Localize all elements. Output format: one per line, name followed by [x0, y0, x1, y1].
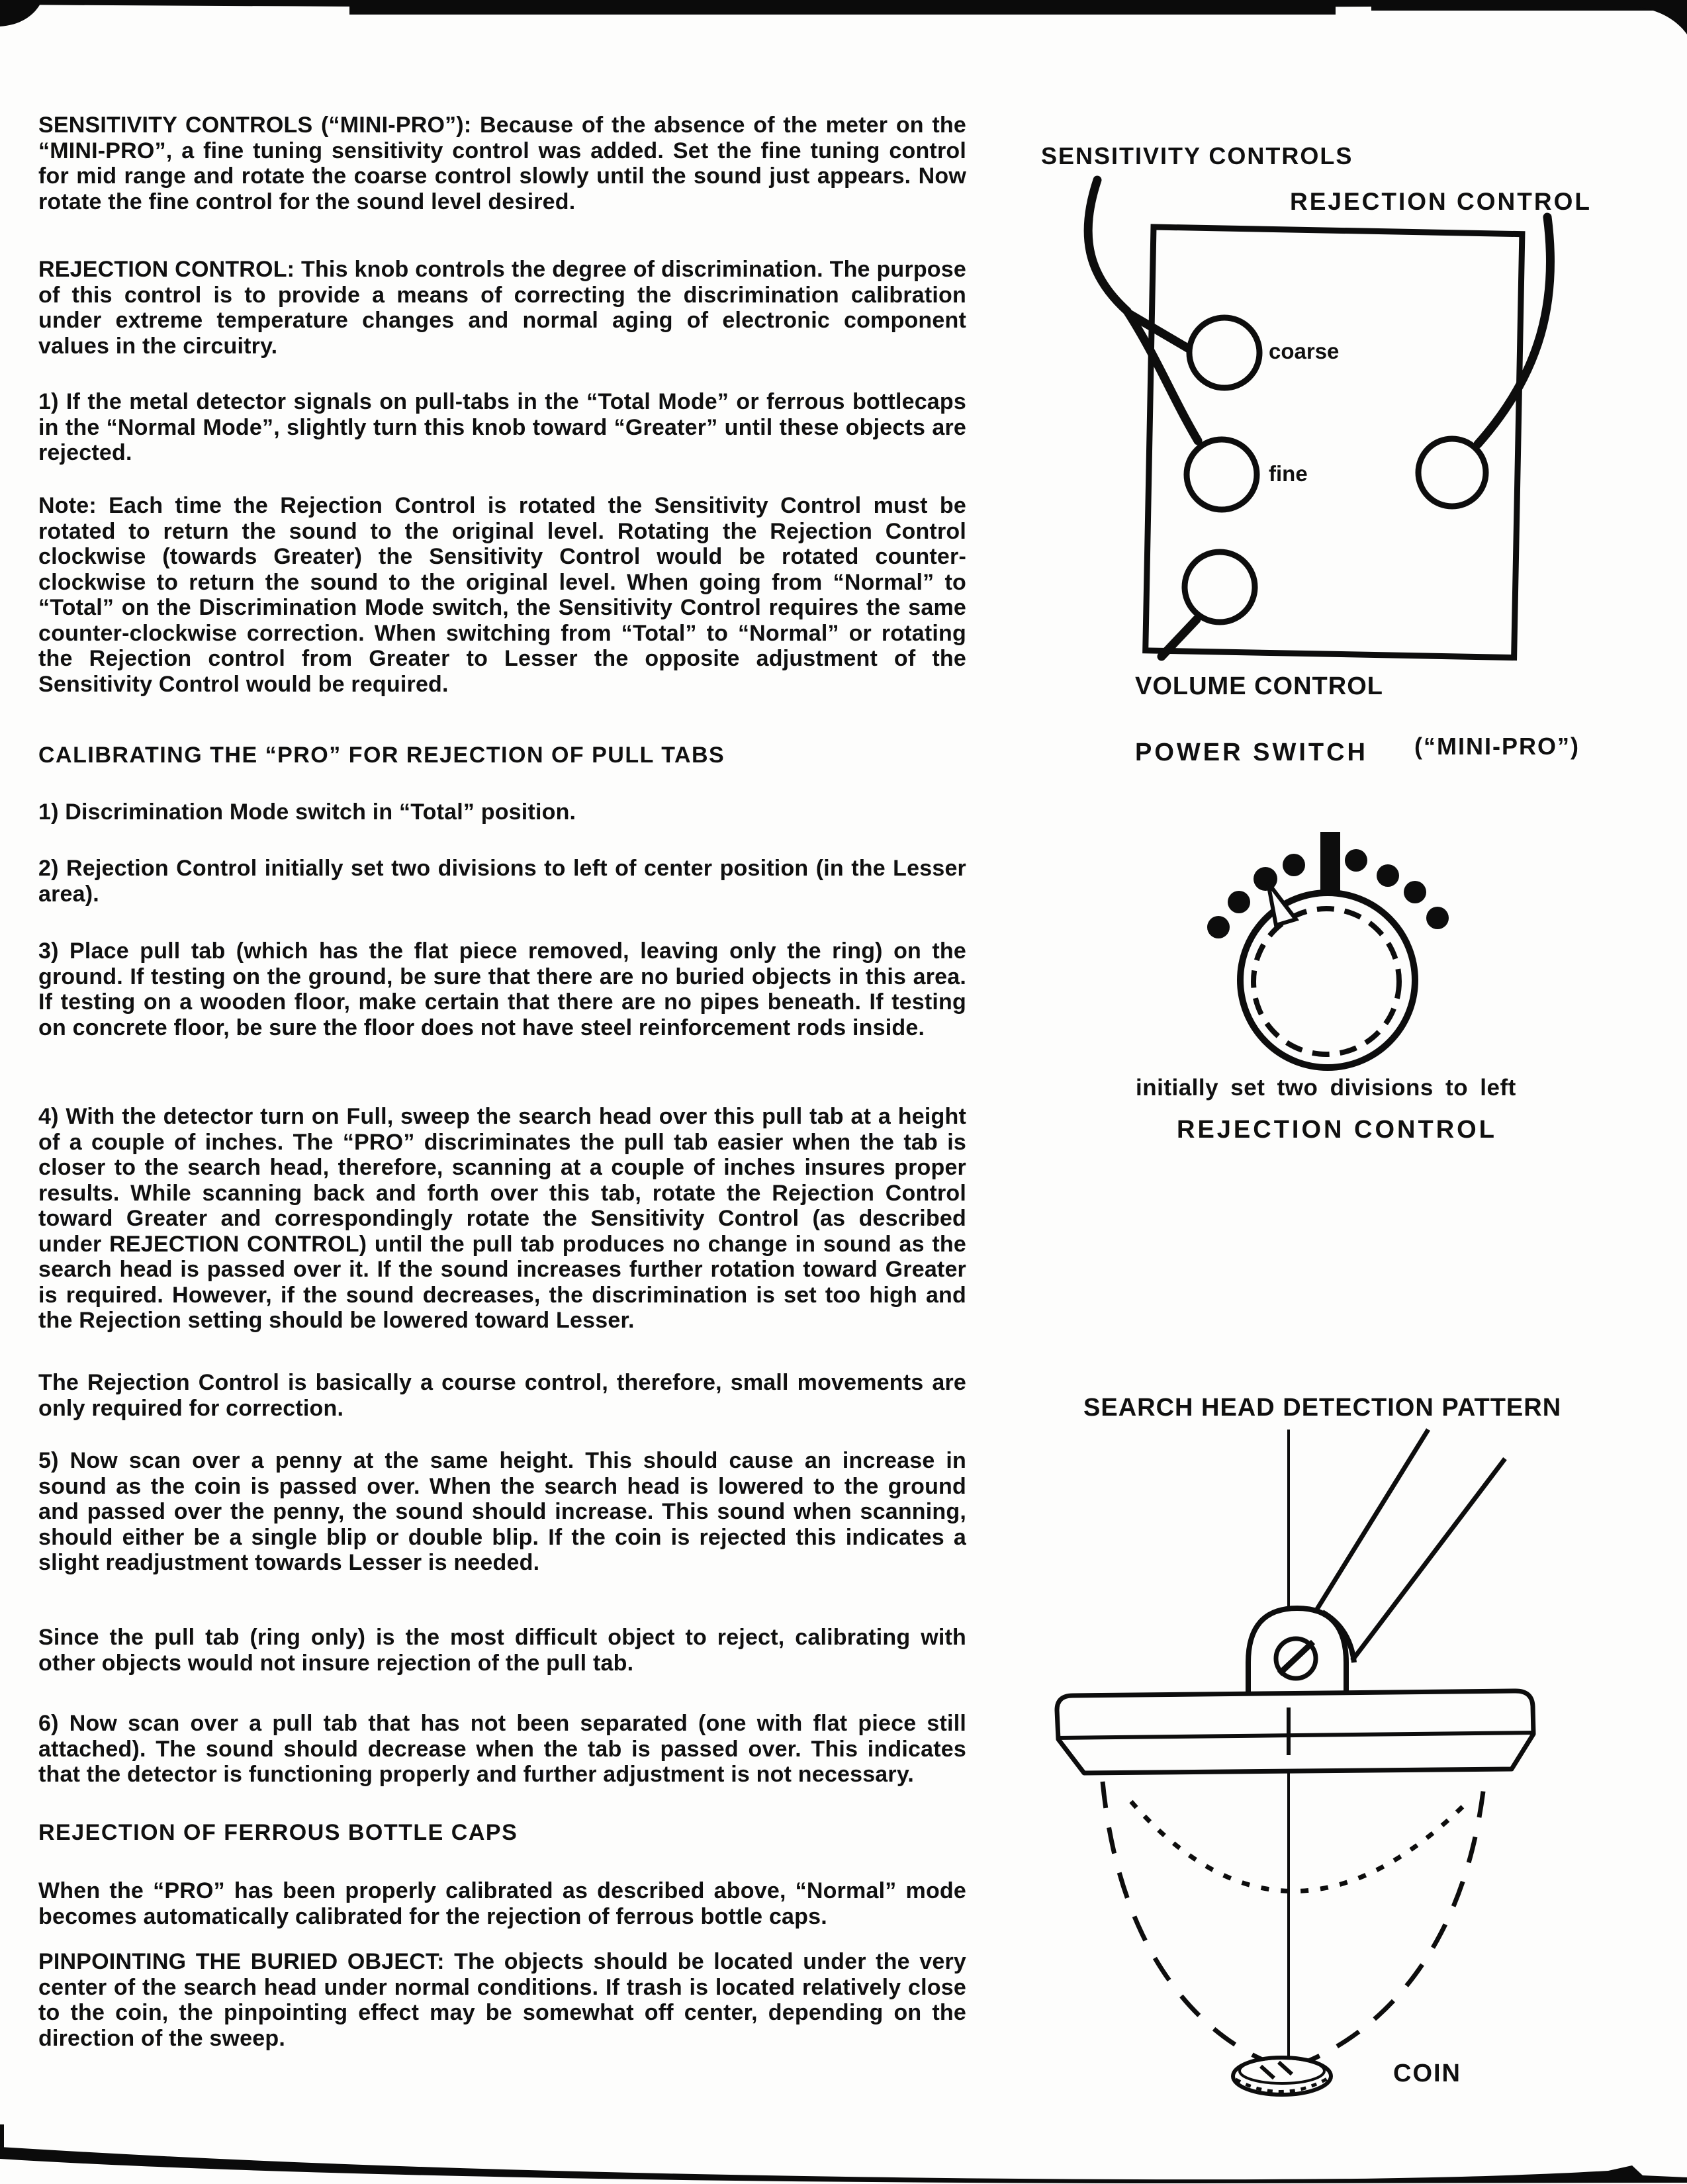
page-bottom-edge: [0, 2124, 1687, 2183]
search-head-diagram: [1057, 1430, 1533, 2095]
volume-knob: [1185, 552, 1255, 622]
detection-pattern-outer: [1103, 1780, 1484, 2069]
paragraph-step-3: 3) Place pull tab (which has the flat piece removed, leaving only the ring) on the ground. If testing on the ground, be sure that there are no buried objects in this area. If testing on a wooden floor, make certain that there are no pipes beneath. If testing on concrete floor, be sure the floor does not have steel reinforcement rods inside.: [38, 938, 966, 1040]
dial-knob: [1240, 893, 1415, 1068]
label-volume-control: VOLUME CONTROL: [1135, 672, 1383, 700]
label-sensitivity-controls: SENSITIVITY CONTROLS: [1041, 142, 1353, 169]
dial-dot: [1207, 916, 1230, 938]
paragraph-note: Note: Each time the Rejection Control is rotated the Sensitivity Control must be rotated to return the sound to the original level. Rotating the Rejection Control clockwise (towards Greater) the Sensitivity Control would be rotated counter-clockwise to return the sound to the original level. When going from “Normal” to “Total” on the Discrimination Mode switch, the Sensitivity Control requires the same counter-clockwise correction. When switching from “Total” to “Normal” or rotating the Rejection control from Greater to Lesser the opposite adjustment of the Sensitivity Control would be required.: [38, 493, 966, 697]
page-top-edge: [0, 0, 1687, 34]
paragraph-rejection-control: REJECTION CONTROL: This knob controls the degree of discrimination. The purpose of this control is to provide a means of correcting the discrimination calibration under extreme temperature changes and normal aging of electronic component values in the circuitry.: [38, 257, 966, 359]
fine-knob: [1187, 439, 1257, 510]
paragraph-course-control: The Rejection Control is basically a course control, therefore, small movements are only required for correction.: [38, 1370, 966, 1421]
control-panel-diagram: [1088, 180, 1550, 658]
paragraph-pinpointing: PINPOINTING THE BURIED OBJECT: The objects should be located under the very center of the search head under normal conditions. If trash is located relatively close to the coin, the pinpointing effect may be somewhat off center, depending on the direction of the sweep.: [38, 1949, 966, 2051]
label-detection-pattern-title: SEARCH HEAD DETECTION PATTERN: [1083, 1394, 1562, 1422]
heading-calibrating-pull-tabs: CALIBRATING THE “PRO” FOR REJECTION OF PULL TABS: [38, 743, 725, 768]
label-coin: COIN: [1393, 2060, 1461, 2087]
dial-dot: [1283, 854, 1305, 876]
rejection-dial-diagram: [1207, 832, 1449, 1068]
dial-dot: [1404, 881, 1426, 903]
coin-illustration: [1233, 2058, 1331, 2095]
label-coarse-knob: coarse: [1269, 339, 1340, 363]
dial-center-mark: [1320, 832, 1340, 895]
paragraph-step-5: 5) Now scan over a penny at the same height. This should cause an increase in sound as the coin is passed over. When the search head is lowered to the ground and passed over the penny, the sound should increase. This sound when scanning, should either be a single blip or double blip. If the coin is rejected this indicates a slight readjustment towards Lesser is needed.: [38, 1448, 966, 1575]
paragraph-sensitivity-controls: SENSITIVITY CONTROLS (“MINI-PRO”): Because of the absence of the meter on the “MINI-PRO”, a fine tuning sensitivity control was added. Set the fine tuning control for mid range and rotate the coarse control slowly until the sound just appears. Now rotate the fine control for the sound level desired.: [38, 113, 966, 214]
dial-dot: [1377, 864, 1399, 887]
dial-dot: [1345, 849, 1367, 872]
dial-dot: [1228, 891, 1250, 913]
shaft-line: [1352, 1459, 1505, 1661]
paragraph-normal-mode: When the “PRO” has been properly calibrated as described above, “Normal” mode becomes automatically calibrated for the rejection of ferrous bottle caps.: [38, 1878, 966, 1929]
paragraph-step-6: 6) Now scan over a pull tab that has not been separated (one with flat piece still attached). The sound should decrease when the tab is passed over. This indicates that the detector is functioning properly and further adjustment is not necessary.: [38, 1711, 966, 1787]
label-fine-knob: fine: [1269, 461, 1308, 486]
heading-ferrous-bottle-caps: REJECTION OF FERROUS BOTTLE CAPS: [38, 1820, 518, 1845]
paragraph-since-pull-tab: Since the pull tab (ring only) is the most difficult object to reject, calibrating with other objects would not insure rejection of the pull tab.: [38, 1625, 966, 1676]
paragraph-step-4: 4) With the detector turn on Full, sweep the search head over this pull tab at a height of a couple of inches. The “PRO” discriminates the pull tab easier when the tab is closer to the search head, therefore, scanning at a couple of inches insures proper results. While scanning back and forth over this tab, rotate the Rejection Control toward Greater and correspondingly rotate the Sensitivity Control (as described under REJECTION CONTROL) until the pull tab produces no change in sound as the search head is passed over it. If the sound increases further rotation toward Greater is required. However, if the sound decreases, the discrimination is set too high and the Rejection setting should be lowered toward Lesser.: [38, 1104, 966, 1333]
label-dial-title: REJECTION CONTROL: [1177, 1116, 1497, 1144]
label-dial-caption: initially set two divisions to left: [1136, 1075, 1516, 1101]
paragraph-item-1: 1) If the metal detector signals on pull-tabs in the “Total Mode” or ferrous bottlecaps in the “Normal Mode”, slightly turn this knob toward “Greater” until these objects are rejected.: [38, 389, 966, 465]
detection-pattern-inner: [1131, 1799, 1471, 1891]
label-power-switch: POWER SWITCH: [1135, 739, 1368, 766]
rejection-knob: [1418, 439, 1486, 506]
paragraph-step-2: 2) Rejection Control initially set two divisions to left of center position (in the Lesser area).: [38, 856, 966, 907]
label-rejection-control: REJECTION CONTROL: [1290, 188, 1592, 215]
shaft-line: [1313, 1430, 1428, 1615]
paragraph-step-1: 1) Discrimination Mode switch in “Total” position.: [38, 799, 576, 825]
dial-dot: [1426, 907, 1449, 929]
coarse-knob: [1189, 318, 1259, 388]
label-mini-pro: (“MINI-PRO”): [1414, 733, 1580, 760]
